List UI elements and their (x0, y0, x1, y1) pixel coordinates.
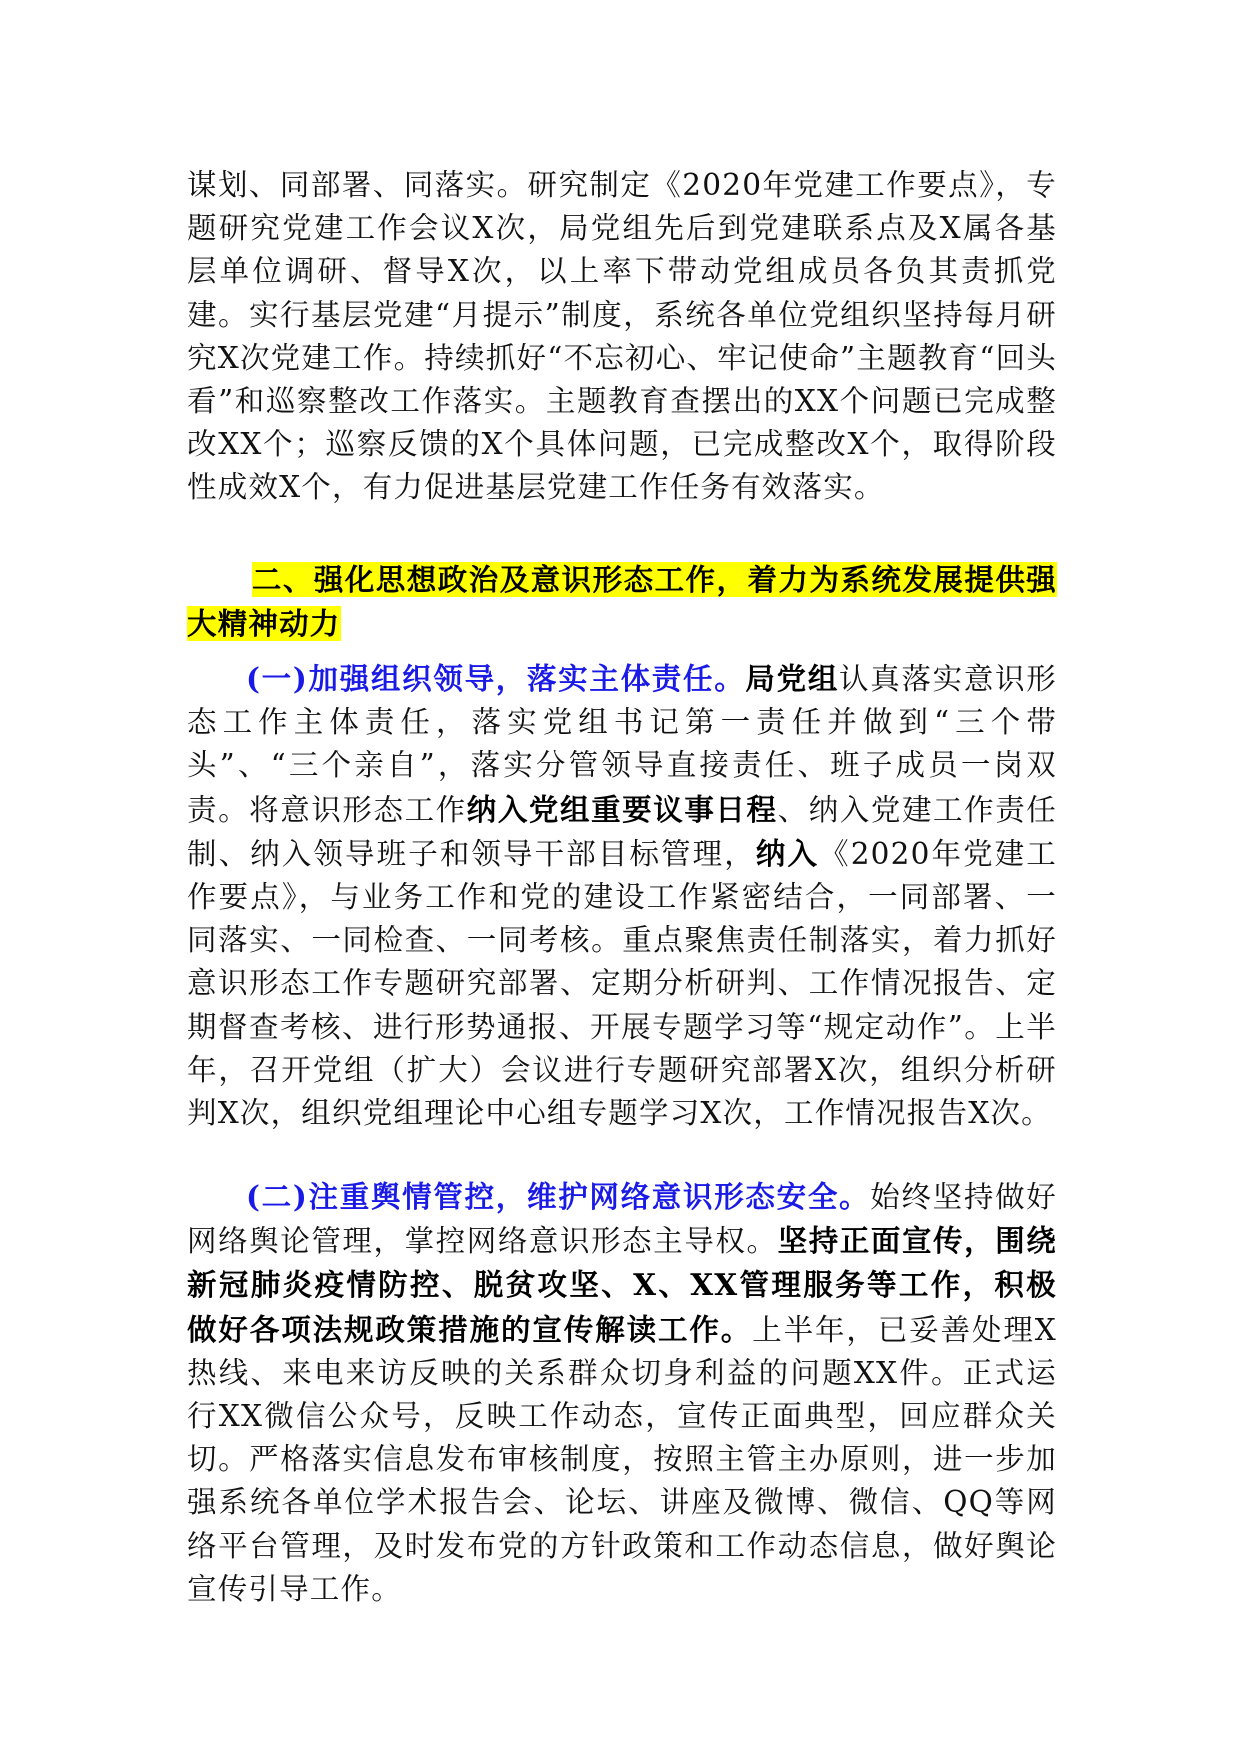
bold-sentence: 坚持正面宣传，围绕新冠肺炎疫情防控、脱贫攻坚、X、XX管理服务等工作，积极做好各项法规政策措施的宣传解读工作。 (187, 1223, 1057, 1347)
section-heading-2 (187, 558, 1057, 646)
paragraph-party-building (187, 164, 1057, 510)
body-text: 始终坚持做好网络舆论管理，掌控网络意识形态主导权。 (187, 1180, 1057, 1259)
body-text: 《2020年党建工作要点》，与业务工作和党的建设工作紧密结合，一同部署、一同落实、一同检查、一同考核。重点聚焦责任制落实，着力抓好意识形态工作专题研究部署、定期分析研判、工作情况报告、定期督查考核、进行形势通报、开展专题学习等“规定动作”。上半年，召开党组（扩大）会议进行专题研究部署X次，组织分析研判X次，组织党组理论中心组专题学习X次，工作情况报告X次。 (187, 836, 1057, 1131)
subsection-title-1: (一)加强组织领导，落实主体责任。 (246, 661, 746, 696)
bold-phrase: 纳入党组重要议事日程 (466, 791, 778, 827)
body-text: 、纳入党建工作责任制、纳入领导班子和领导干部目标管理， (187, 792, 1057, 871)
paragraph-organization-leadership (187, 657, 1057, 1135)
paragraph-text: 谋划、同部署、同落实。研究制定《2020年党建工作要点》，专题研究党建工作会议X次，局党组先后到党建联系点及X属各基层单位调研、督导X次，以上率下带动党组成员各负其责抓党建。实行基层党建“月提示”制度，系统各单位党组织坚持每月研究X次党建工作。持续抓好“不忘初心、牢记使命”主题教育“回头看”和巡察整改工作落实。主题教育查摆出的XX个问题已完成整改XX个；巡察反馈的X个具体问题，已完成整改X个，取得阶段性成效X个，有力促进基层党建工作任务有效落实。 (187, 168, 1057, 505)
paragraph-public-opinion (187, 1175, 1057, 1611)
body-text: 认真落实意识形态工作主体责任，落实党组书记第一责任并做到“三个带头”、“三个亲自”，落实分管领导直接责任、班子成员一岗双责。将意识形态工作 (187, 662, 1057, 827)
body-text: 上半年，已妥善处理X热线、来电来访反映的关系群众切身利益的问题XX件。正式运行XX微信公众号，反映工作动态，宣传正面典型，回应群众关切。严格落实信息发布审核制度，按照主管主办原则，进一步加强系统各单位学术报告会、论坛、讲座及微博、微信、QQ等网络平台管理，及时发布党的方针政策和工作动态信息，做好舆论宣传引导工作。 (187, 1312, 1057, 1606)
highlighted-heading: 二、强化思想政治及意识形态工作，着力为系统发展提供强大精神动力 (187, 562, 1057, 642)
bold-lead: 局党组 (745, 661, 840, 696)
bold-phrase: 纳入 (755, 835, 820, 871)
subsection-title-2: (二)注重舆情管控，维护网络意识形态安全。 (246, 1179, 871, 1214)
